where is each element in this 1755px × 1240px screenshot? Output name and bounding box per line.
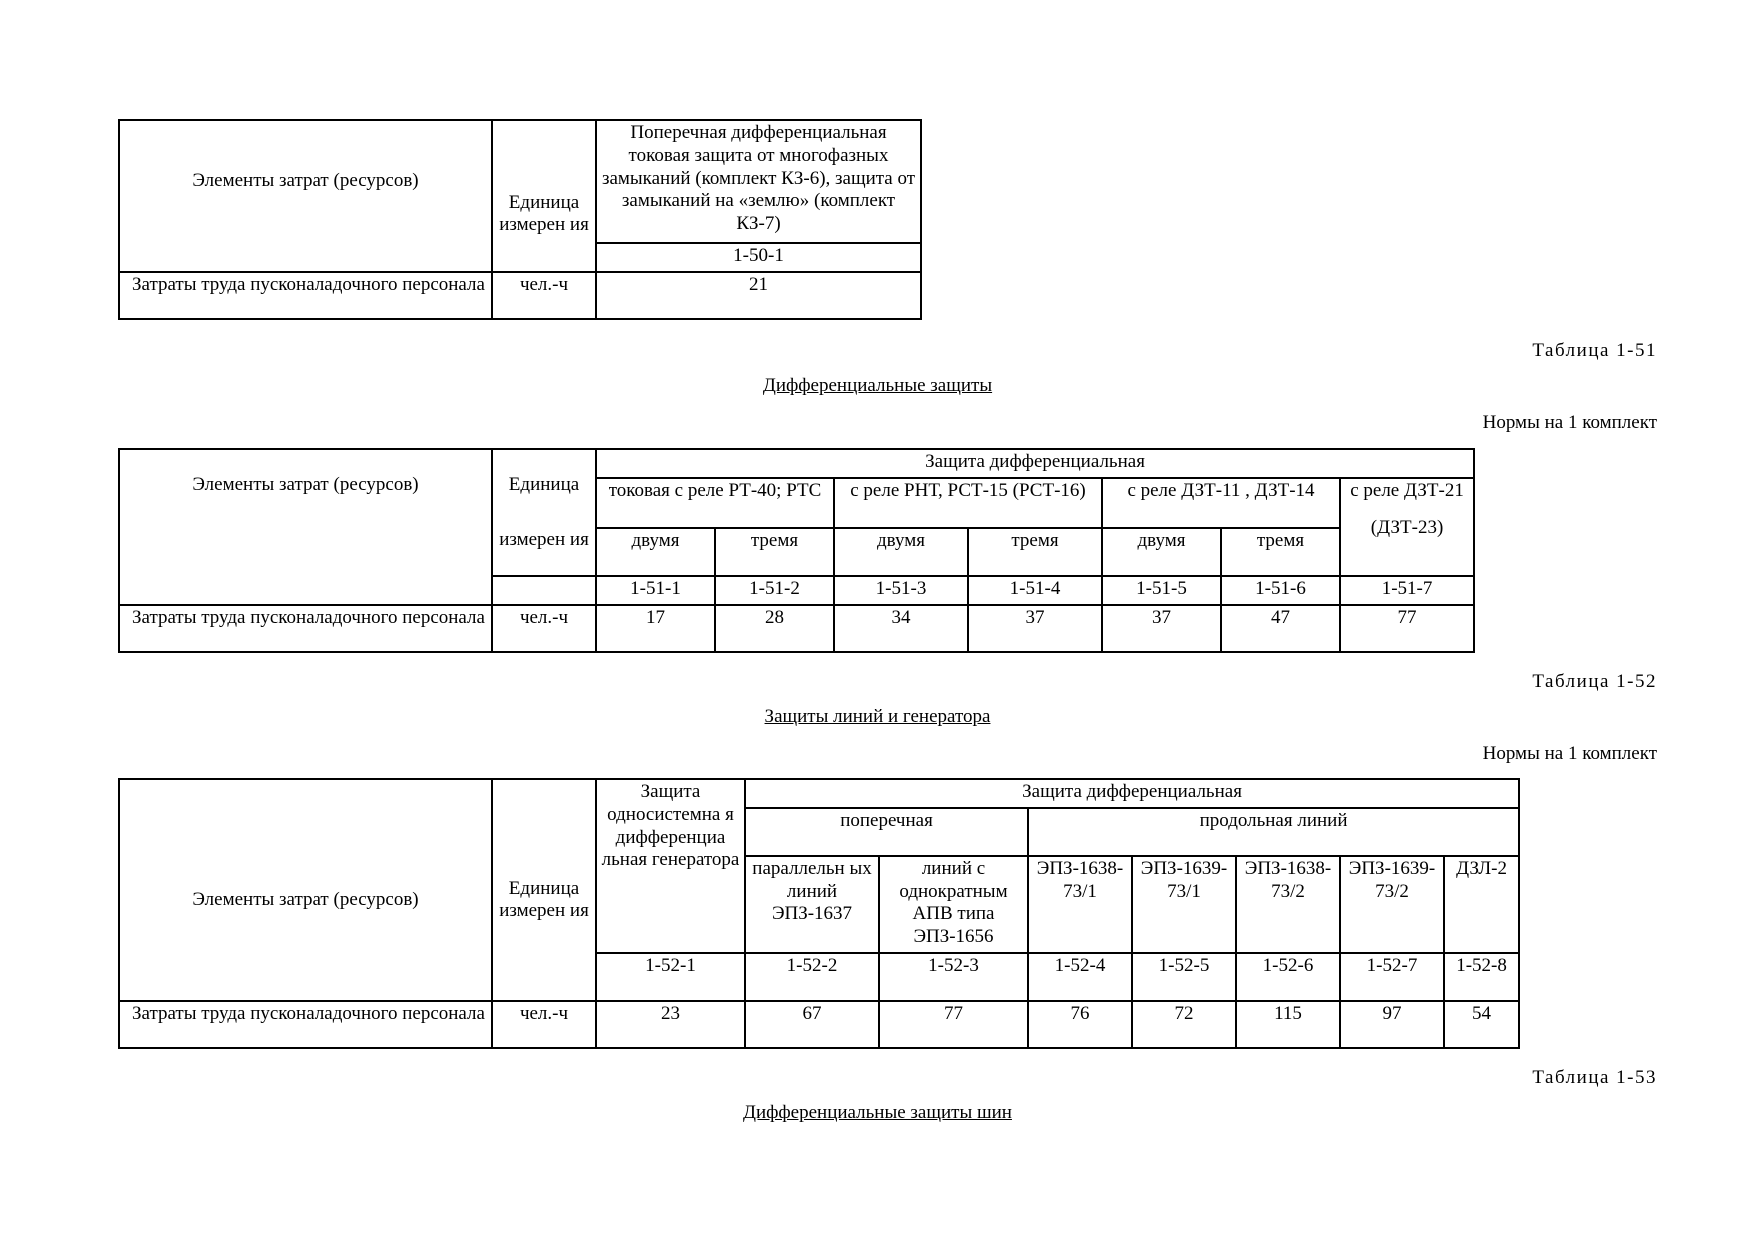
value-cell: 115 — [1236, 1001, 1340, 1048]
code-cell: 1-52-8 — [1444, 953, 1519, 1001]
value-cell: 23 — [596, 1001, 745, 1048]
row-label: Затраты труда пусконаладочного персонала — [119, 605, 492, 652]
table-1-51 — [118, 448, 1475, 653]
header-unit-bottom: измерен ия — [492, 528, 596, 576]
header-sub-longitudinal: продольная линий — [1028, 808, 1519, 856]
table-number-1-53: Таблица 1-53 — [1532, 1067, 1657, 1088]
header-elements: Элементы затрат (ресурсов) — [119, 120, 492, 272]
value-cell: 34 — [834, 605, 968, 652]
header-sub-dzt21-line1: с реле ДЗТ-21 — [1350, 479, 1464, 501]
header-leaf: линий с однократным АПВ типа ЭПЗ-1656 — [879, 856, 1028, 953]
value-cell: 72 — [1132, 1001, 1236, 1048]
header-leaf: тремя — [1221, 528, 1340, 576]
code-cell: 1-52-6 — [1236, 953, 1340, 1001]
row-unit: чел.-ч — [492, 605, 596, 652]
header-col-generator: Защита односистемна я дифференциа льная генератора — [596, 779, 745, 953]
header-sub-rnt: с реле РНТ, РСТ-15 (РСТ-16) — [834, 478, 1102, 528]
value-cell: 67 — [745, 1001, 879, 1048]
value-cell: 54 — [1444, 1001, 1519, 1048]
row-unit: чел.-ч — [492, 272, 596, 319]
row-label: Затраты труда пусконаладочного персонала — [119, 1001, 492, 1048]
value-cell: 37 — [1102, 605, 1221, 652]
header-sub-dzt11: с реле ДЗТ-11 , ДЗТ-14 — [1102, 478, 1340, 528]
code-cell: 1-52-2 — [745, 953, 879, 1001]
header-elements: Элементы затрат (ресурсов) — [119, 779, 492, 1001]
header-sub-dzt21 — [1340, 478, 1474, 576]
header-leaf: параллельн ых линий ЭПЗ-1637 — [745, 856, 879, 953]
header-sub-rt40: токовая с реле РТ-40; РТС — [596, 478, 834, 528]
header-unit-top: Единица — [492, 449, 596, 528]
header-leaf: ДЗЛ-2 — [1444, 856, 1519, 953]
header-leaf: ЭПЗ-1639-73/2 — [1340, 856, 1444, 953]
norms-note-1-52: Нормы на 1 комплект — [1482, 743, 1657, 764]
header-leaf: тремя — [715, 528, 834, 576]
value-cell: 37 — [968, 605, 1102, 652]
value-cell: 77 — [879, 1001, 1028, 1048]
value-cell: 17 — [596, 605, 715, 652]
table-number-1-52: Таблица 1-52 — [1532, 671, 1657, 692]
blank-cell — [492, 576, 596, 605]
header-leaf: ЭПЗ-1639-73/1 — [1132, 856, 1236, 953]
value-cell: 28 — [715, 605, 834, 652]
header-leaf: ЭПЗ-1638-73/2 — [1236, 856, 1340, 953]
code-cell: 1-51-2 — [715, 576, 834, 605]
header-column: Поперечная дифференциальная токовая защита от многофазных замыканий (комплект КЗ-6), защита от замыканий на «землю» (комплект КЗ-7) — [596, 120, 921, 243]
table-1-52 — [118, 778, 1520, 1049]
header-elements: Элементы затрат (ресурсов) — [119, 449, 492, 576]
code-cell: 1-51-5 — [1102, 576, 1221, 605]
table-title-1-52: Защиты линий и генератора — [764, 706, 991, 727]
code-cell: 1-52-3 — [879, 953, 1028, 1001]
code-cell: 1-51-7 — [1340, 576, 1474, 605]
header-group: Защита дифференциальная — [596, 449, 1474, 478]
header-unit: Единица измерен ия — [492, 779, 596, 1001]
value-cell: 76 — [1028, 1001, 1132, 1048]
code-cell: 1-51-6 — [1221, 576, 1340, 605]
table-number-1-51: Таблица 1-51 — [1532, 340, 1657, 361]
row-label: Затраты труда пусконаладочного персонала — [119, 272, 492, 319]
table-title-1-53: Дифференциальные защиты шин — [743, 1102, 1012, 1123]
value-cell: 97 — [1340, 1001, 1444, 1048]
code-cell: 1-52-7 — [1340, 953, 1444, 1001]
header-leaf: тремя — [968, 528, 1102, 576]
code-cell: 1-51-4 — [968, 576, 1102, 605]
header-leaf: двумя — [1102, 528, 1221, 576]
header-unit: Единица измерен ия — [492, 120, 596, 272]
header-leaf: двумя — [596, 528, 715, 576]
value-cell: 21 — [596, 272, 921, 319]
blank-cell — [119, 576, 492, 605]
code-cell: 1-50-1 — [596, 243, 921, 272]
code-cell: 1-51-1 — [596, 576, 715, 605]
row-unit: чел.-ч — [492, 1001, 596, 1048]
norms-note-1-51: Нормы на 1 комплект — [1482, 412, 1657, 433]
header-leaf: ЭПЗ-1638-73/1 — [1028, 856, 1132, 953]
header-leaf: двумя — [834, 528, 968, 576]
header-group: Защита дифференциальная — [745, 779, 1519, 808]
header-sub-cross: поперечная — [745, 808, 1028, 856]
value-cell: 77 — [1340, 605, 1474, 652]
code-cell: 1-52-5 — [1132, 953, 1236, 1001]
table-1-50 — [118, 119, 922, 320]
code-cell: 1-52-1 — [596, 953, 745, 1001]
code-cell: 1-52-4 — [1028, 953, 1132, 1001]
value-cell: 47 — [1221, 605, 1340, 652]
code-cell: 1-51-3 — [834, 576, 968, 605]
header-sub-dzt21-line2: (ДЗТ-23) — [1370, 516, 1444, 538]
table-title-1-51: Дифференциальные защиты — [762, 375, 993, 396]
